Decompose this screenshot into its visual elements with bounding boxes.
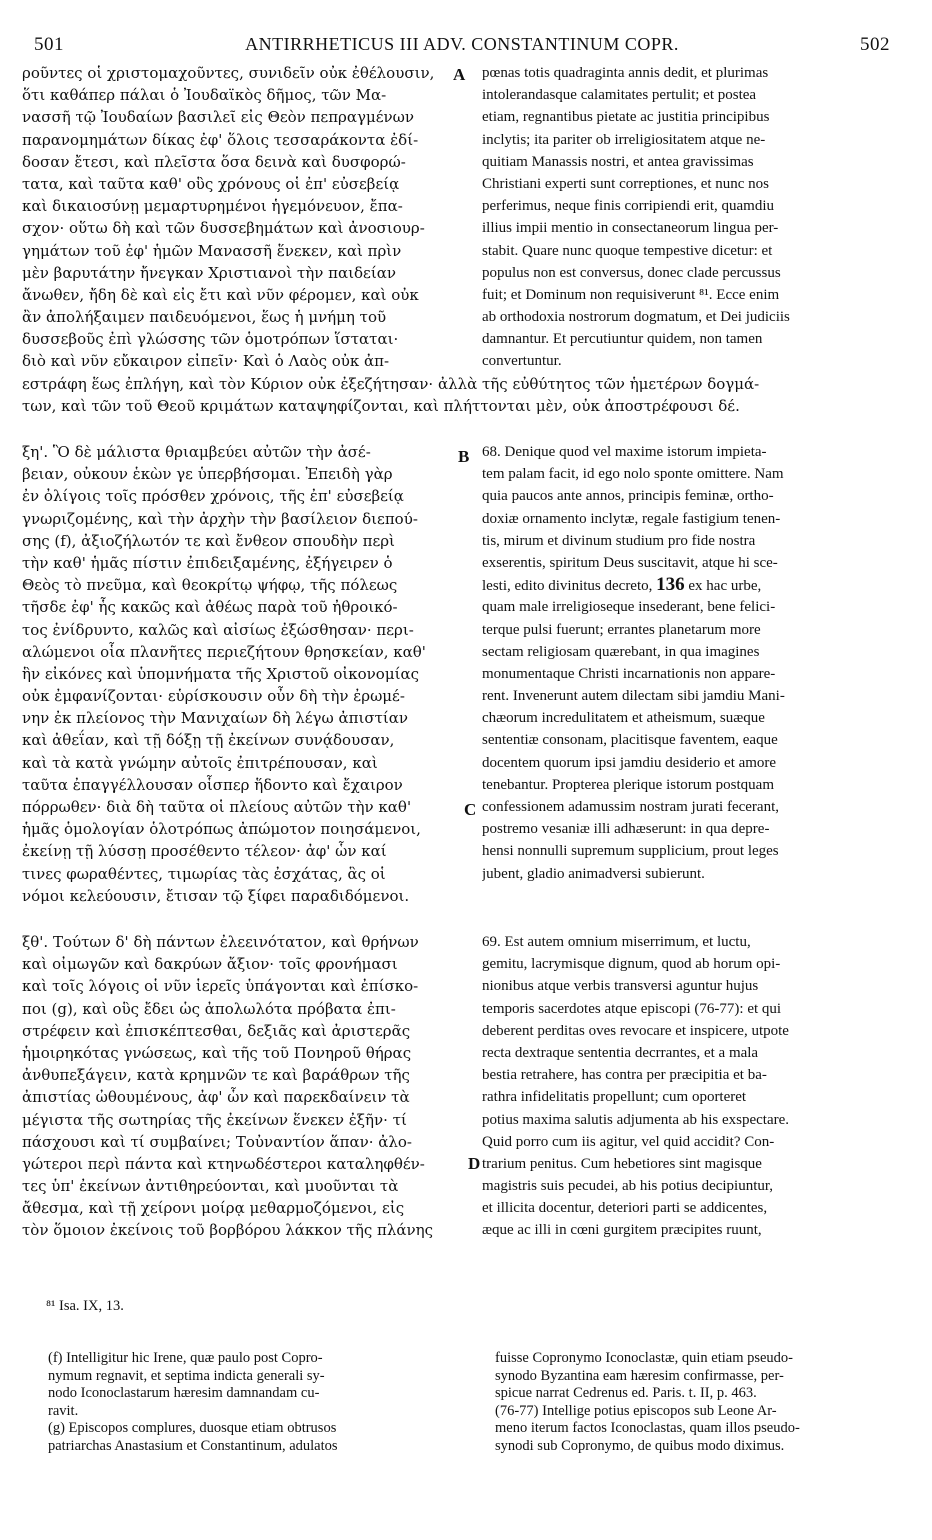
greek-text-line: ταῦτα ἐπαγγέλλουσαν οἷσπερ ἥδοντο καὶ ἔχαιρον <box>22 775 403 794</box>
greek-text-line: τος ἐνίδρυντο, καλῶς καὶ αἰσίως ἐξώσθησαν· περι- <box>22 620 414 639</box>
latin-text-line: tem palam facit, id ego nolo sponte omittere. Nam <box>482 466 784 483</box>
latin-text-line: tis, mirum et divinum studium pro fide nostra <box>482 532 756 549</box>
greek-text-line: μὲν βαρυτάτην ἤνεγκαν Χριστιανοὶ τὴν παιδείαν <box>22 263 396 282</box>
greek-text-line: ξθ'. Τούτων δ' δὴ πάντων ἐλεεινότατον, καὶ θρήνων <box>22 933 419 951</box>
latin-text-line: tenebantur. Propterea plerique istorum postquam <box>482 776 775 793</box>
greek-text-line: γώτεροι περὶ πάντα καὶ κτηνωδέστεροι καταληφθέν- <box>22 1154 425 1173</box>
page-reference-number: 136 <box>656 574 685 596</box>
latin-text-line: quam male irreligioseque insederant, bene felici- <box>482 599 776 616</box>
latin-text-line: illius impii mentio in consectaneorum lingua per- <box>482 220 779 237</box>
greek-text-line: ἐν ὀλίγοις τοῖς πρόσθεν χρόνοις, τῆς ἐπ' εὐσεβείᾳ <box>22 487 404 506</box>
latin-text-line: rent. Invenerunt autem dilectam sibi jamdiu Mani- <box>482 688 785 705</box>
greek-text-line: αλώμενοι οἷα πλανῆτες περιεζήτουν θρησκείαν, καθ' <box>22 642 426 661</box>
latin-text-line: docentem quorum ipsi jamdiu desiderio et amore <box>482 754 777 771</box>
margin-marker-b: B <box>458 447 470 466</box>
latin-text-line: chæorum incredulitatem et atheismum, suæque <box>482 710 765 727</box>
greek-text-line: δοσαν ἔτεσι, καὶ πλεῖστα ὅσα δεινὰ καὶ δυσφορώ- <box>22 152 406 171</box>
note-text-line: spicue narrat Cedrenus ed. Paris. t. II, p. 463. <box>495 1385 757 1401</box>
greek-text-line: ἣν εἰκόνες καὶ ὑπομνήματα τῆς Χριστοῦ οἰκονομίας <box>22 664 419 683</box>
note-text-line: synodo Byzantina eam hæresim confirmasse, per- <box>495 1367 784 1384</box>
greek-text-line: τὸν ὅμοιον ἐκείνοις τοῦ βορβόρου λάκκον τῆς πλάνης <box>22 1221 434 1240</box>
greek-text-line: καὶ ἀθεΐαν, καὶ τῇ δόξῃ τῇ ἐκείνων συνᾴδουσαν, <box>22 731 395 750</box>
greek-full-width-lines <box>22 373 902 417</box>
greek-text-line: διὸ καὶ νῦν εὔκαιρον εἰπεῖν· Καὶ ὁ Λαὸς οὐκ ἀπ- <box>22 352 390 371</box>
greek-text-line: γημάτων τοῦ ἐφ' ἡμῶν Μανασσῆ ἕνεκεν, καὶ πρὶν <box>22 241 402 260</box>
latin-text-line: etiam, regnantibus pietate ac justitia principibus <box>482 109 770 126</box>
latin-text-line: populus non est conversus, donec clade percussus <box>482 264 781 281</box>
greek-text-line: ἡμοιρηκότας γνώσεως, καὶ τῆς τοῦ Πονηροῦ θήρας <box>22 1043 412 1062</box>
greek-text-line: καὶ οἰμωγῶν καὶ δακρύων ἄξιον· τοῖς φρονήμασι <box>22 955 398 974</box>
latin-text-line: ab orthodoxia nostrorum dogmatum, et Dei judiciis <box>482 309 790 326</box>
latin-text-line: quia paucos ante annos, principis feminæ, ortho- <box>482 488 774 505</box>
greek-text-line: γνωριζομένης, καὶ τὴν ἀρχὴν τὴν βασίλειον διεπού- <box>22 509 418 528</box>
greek-text-line: καὶ δικαιοσύνῃ μεμαρτυρημένοι ἡγεμόνευον, ἔπα- <box>22 197 403 216</box>
latin-text-line: terque pulsi fuerunt; errantes planetarum more <box>482 621 761 638</box>
greek-text-line: τὴν καθ' ἡμᾶς πίστιν ἐπιδειξαμένης, ἐξήγειρεν ὁ <box>22 553 393 572</box>
note-text-line: (f) Intelligitur hic Irene, quæ paulo post Copro- <box>48 1350 323 1366</box>
latin-text-line: bestia retrahere, has contra per præcipitia et ba- <box>482 1067 767 1084</box>
page-number-right: 502 <box>860 34 890 55</box>
greek-text-line: ἂν ἀπολήξαιμεν παιδευόμενοι, ἕως ἡ μνήμη τοῦ <box>22 308 387 327</box>
latin-text-line: intolerandasque calamitates pertulit; et postea <box>482 87 757 104</box>
greek-text-line: μέγιστα τῆς σωτηρίας τῆς ἐκείνων ἕνεκεν ἐξῆν· τί <box>22 1110 407 1129</box>
greek-text-line: νασσῆ τῷ Ἰουδαίων βασιλεῖ εἰς Θεὸν πεπραγμένων <box>22 108 414 127</box>
latin-text-line: nionibus atque verbis transversi aguntur hujus <box>482 978 759 995</box>
greek-text-line: ὅτι καθάπερ πάλαι ὁ Ἰουδαϊκὸς δῆμος, τῶν Μα- <box>22 86 387 105</box>
latin-text-line: doxiæ ornamento inclytæ, regale fastigium tenen- <box>482 510 781 527</box>
latin-text-line: rathra infidelitatis propellunt; cum oporteret <box>482 1089 747 1106</box>
note-text-line: nymum regnavit, et septima indicta generali sy- <box>48 1367 325 1384</box>
latin-text-line: magistris suis pecudei, ab his potius decipiuntur, <box>482 1178 774 1195</box>
footnote-81: ⁸¹ Isa. IX, 13. <box>46 1298 124 1314</box>
latin-text-line: deberent perditas oves revocare et inspicere, utpote <box>482 1022 789 1039</box>
latin-text-line: 69. Est autem omnium miserrimum, et luctu, <box>482 934 751 950</box>
note-text-line: (76-77) Intellige potius episcopos sub Leone Ar- <box>495 1402 777 1419</box>
greek-text-line: τες ὑπ' ἐκείνων ἀντιθηρεύονται, καὶ μυοῦνται τὰ <box>22 1177 399 1196</box>
latin-text-line: exserentis, spiritum Deus suscitavit, atque hi sce- <box>482 554 778 571</box>
greek-text-line: σχον· οὕτω δὴ καὶ τῶν δυσσεβημάτων καὶ ἀνοσιουρ- <box>22 219 425 238</box>
latin-text-line: gemitu, lacrymisque dignum, quod ab horum opi- <box>482 956 781 973</box>
latin-text-line: 68. Denique quod vel maxime istorum impieta- <box>482 444 767 460</box>
latin-text-line: temporis sacerdotes atque episcopi (76-77): et qui <box>482 1000 782 1017</box>
greek-text-line: στρέφειν καὶ ἐπισκέπτεσθαι, δεξιᾶς καὶ ἀριστερᾶς <box>22 1021 411 1040</box>
latin-text-line: recta dextraque sententia decrrantes, et a mala <box>482 1044 759 1061</box>
greek-text-line: τῆσδε ἐφ' ἧς κακῶς καὶ ἀθέως παρὰ τοῦ ἠθροικό- <box>22 598 398 617</box>
note-text-line: synodi sub Copronymo, de quibus modo diximus. <box>495 1437 785 1454</box>
greek-text-line: ξη'. Ὃ δὲ μάλιστα θριαμβεύει αὐτῶν τὴν ἀσέ- <box>22 443 371 461</box>
latin-column-top <box>482 62 902 373</box>
greek-text-line: νην ἐκ πλείονος τὴν Μανιχαίων δὴ λέγω ἀπιστίαν <box>22 709 408 728</box>
latin-text-line: Quid porro cum iis agitur, vel quid accidit? Con- <box>482 1133 775 1150</box>
latin-text-line: pœnas totis quadraginta annis dedit, et plurimas <box>482 65 769 81</box>
greek-text-line: ποι (g), καὶ οὓς ἔδει ὡς ἀπολωλότα πρόβατα ἐπι- <box>22 999 396 1018</box>
greek-column-section-69 <box>22 931 458 1242</box>
page-number-left: 501 <box>34 34 64 55</box>
latin-text-line: potius maxima salutis adjumenta ab his exspectare. <box>482 1111 790 1128</box>
greek-text-line: δυσσεβοῦς ἐπὶ γλώσσης τῶν ὁμοτρόπων ἵσταται· <box>22 330 399 349</box>
greek-text-line: ἡμᾶς ὁμολογίαν ὁλοτρόπως ἀπώμοτον ποιησάμενοι, <box>22 820 421 839</box>
margin-marker-c: C <box>464 800 477 819</box>
greek-text-line: βειαν, οὐκουν ἑκὼν γε ὑπερβήσομαι. Ἐπειδὴ γὰρ <box>22 465 393 484</box>
latin-text-line: lesti, edito divinitus decreto, 136 ex hac urbe, <box>482 574 762 596</box>
greek-text-line: ἀπιστίας ὠθουμένους, ἀφ' ὧν καὶ παρεκδαίνειν τὰ <box>22 1088 410 1107</box>
greek-text-line: πόρρωθεν· διὰ δὴ ταῦτα οἱ πλείους αὐτῶν τὴν καθ' <box>22 798 412 816</box>
greek-text-line: τινες φωραθέντες, τιμωρίας τὰς ἐσχάτας, ἃς οἱ <box>22 864 386 883</box>
latin-text-line: stabit. Quare nunc quoque tempestive dicetur: et <box>482 242 773 259</box>
greek-text-line: ἄνωθεν, ἤδη δὲ καὶ εἰς ἔτι καὶ νῦν φέρομεν, καὶ οὐκ <box>22 285 419 304</box>
greek-text-line: ροῦντες οἱ χριστομαχοῦντες, συνιδεῖν οὐκ ἐθέλουσιν, <box>22 64 435 82</box>
latin-text-line: inclytis; ita pariter ob irreligiositatem atque ne- <box>482 131 766 148</box>
page-header <box>34 34 890 60</box>
latin-text-line: jubent, gladio animadversi subierunt. <box>482 865 705 882</box>
notes-right-column <box>495 1350 905 1455</box>
latin-text-line: sententiæ consonam, placitisque faventem, eaque <box>482 732 778 749</box>
latin-text-line: quitiam Manassis nostri, et antea gravissimas <box>482 153 754 170</box>
latin-text-line: et illicita docentur, deteriori parti se addicentes, <box>482 1200 768 1217</box>
margin-marker-d: D <box>468 1154 481 1173</box>
latin-text-line: hensi nonnulli supremum supplicium, prout leges <box>482 843 779 860</box>
latin-text-line: fuit; et Dominum non requisiverunt ⁸¹. Ecce enim <box>482 286 780 303</box>
greek-text-line: οὐκ ἐμφανίζονται· εὑρίσκουσιν οὖν δὴ τὴν ἐρωμέ- <box>22 687 405 706</box>
notes-left-column <box>48 1350 468 1455</box>
greek-text-line: Θεὸς τὸ πνεῦμα, καὶ θεοκρίτῳ ψήφῳ, τῆς πόλεως <box>22 576 398 595</box>
greek-text-line: εστράφη ἕως ἐπλήγη, καὶ τὸν Κύριον οὐκ ἐξεζήτησαν· ἀλλὰ τῆς εὐθύτητος τῶν ἡμετέρων δογμά- <box>22 375 760 393</box>
greek-text-line: παρανομημάτων δίκας ἐφ' ὅλοις τεσσαράκοντα ἐδί- <box>22 130 419 149</box>
greek-text-line: σης (f), ἀξιοζήλωτόν τε καὶ ἔνθεον σπουδὴν περὶ <box>22 531 395 550</box>
latin-text-line: damnantur. Et percutiuntur quidem, non tamen <box>482 331 763 348</box>
latin-text-line: æque ac illi in cœni gurgitem præcipites ruunt, <box>482 1222 762 1239</box>
margin-marker-a: A <box>453 65 466 84</box>
latin-text-line: monumentaque Christi incarnationis non appare- <box>482 665 776 682</box>
latin-text-line: perferimus, neque finis corripiendi erit, quamdiu <box>482 198 774 215</box>
latin-text-line: postremo vesaniæ illi adhæserunt: in qua depre- <box>482 821 770 838</box>
latin-column-section-68 <box>482 441 902 885</box>
running-title: ANTIRRHETICUS III ADV. CONSTANTINUM COPR. <box>245 34 679 54</box>
greek-text-line: ἀνθυπεξάγειν, κατὰ κρημνῶν τε καὶ βαράθρων τῆς <box>22 1066 410 1085</box>
greek-column-top <box>22 62 458 373</box>
note-text-line: nodo Iconoclastarum hæresim damnandam cu- <box>48 1385 320 1401</box>
greek-column-section-68 <box>22 441 458 907</box>
greek-text-line: ἐκείνῃ τῇ λύσσῃ προσέθεντο τέλεον· ἀφ' ὧν καί <box>22 842 387 861</box>
note-text-line: fuisse Copronymo Iconoclastæ, quin etiam pseudo- <box>495 1350 794 1366</box>
latin-text-line: convertuntur. <box>482 353 562 370</box>
greek-text-line: των, καὶ τῶν τοῦ Θεοῦ κριμάτων καταψηφίζονται, καὶ πλήττονται μὲν, οὐκ ἀποστρέφουσι δέ. <box>22 397 740 416</box>
greek-text-line: τατα, καὶ ταῦτα καθ' οὓς χρόνους οἱ ἐπ' εὐσεβείᾳ <box>22 174 400 193</box>
note-text-line: patriarchas Anastasium et Constantinum, adulatos <box>48 1437 338 1454</box>
latin-text-line: confessionem adamussim nostram jurati fecerant, <box>482 799 779 815</box>
note-text-line: meno iterum factos Iconoclastas, quam illos pseudo- <box>495 1420 800 1436</box>
latin-text-line: trarium penitus. Cum hebetiores sint magisque <box>482 1155 762 1172</box>
greek-text-line: νόμοι κελεύουσιν, ἔτισαν τῷ ξίφει παραδιδόμενοι. <box>22 886 410 905</box>
latin-text-line: Christiani experti sunt correptiones, et nunc nos <box>482 175 770 192</box>
greek-text-line: καὶ τοῖς λόγοις οἱ νῦν ἱερεῖς ὑπάγονται καὶ ἐπίσκο- <box>22 977 419 996</box>
note-text-line: ravit. <box>48 1402 79 1419</box>
greek-text-line: καὶ τὰ κατὰ γνώμην αὐτοῖς ἐπιτρέπουσαν, καὶ <box>22 753 378 772</box>
greek-text-line: πάσχουσι καὶ τί συμβαίνει; Τοὐναντίον ἅπαν· ἀλο- <box>22 1132 412 1151</box>
greek-text-line: ἄθεσμα, καὶ τῇ χείρονι μοίρᾳ μεθαρμοζόμενοι, εἰς <box>22 1199 405 1218</box>
latin-text-line: sectam religiosam quærebant, in qua imagines <box>482 643 760 660</box>
note-text-line: (g) Episcopos complures, duosque etiam obtrusos <box>48 1420 337 1436</box>
latin-column-section-69 <box>482 931 902 1242</box>
